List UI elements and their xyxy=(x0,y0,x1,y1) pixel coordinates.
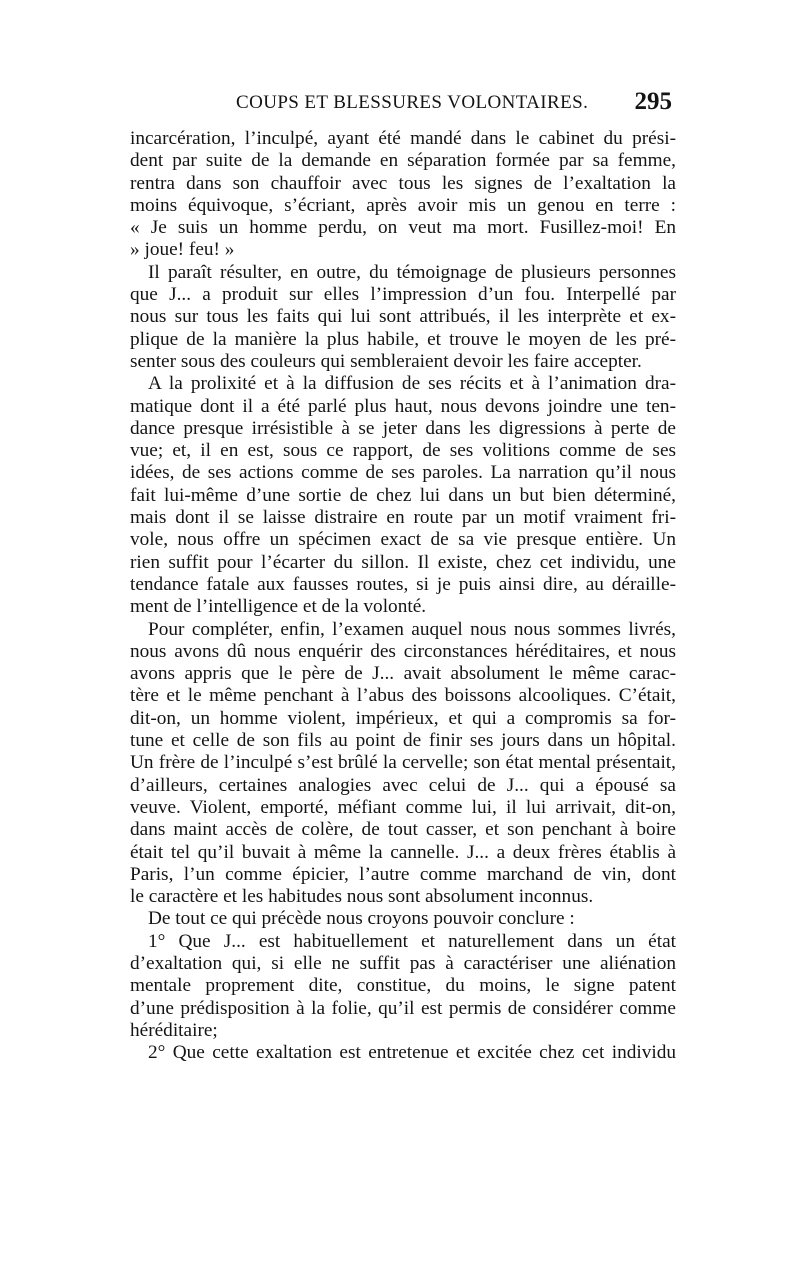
text-line: dans maint accès de colère, de tout casser, et son penchant à boire xyxy=(130,819,676,841)
running-head xyxy=(130,90,676,120)
text-line: que J... a produit sur elles l’impression d’un fou. Interpellé par xyxy=(130,284,676,306)
text-line: De tout ce qui précède nous croyons pouvoir conclure : xyxy=(148,908,575,930)
text-line: vue; et, il en est, sous ce rapport, de ses volitions comme de ses xyxy=(130,440,676,462)
text-line: héréditaire; xyxy=(130,1019,218,1041)
text-line: mentale proprement dite, constitue, du moins, le signe patent xyxy=(130,975,676,997)
text-line: était tel qu’il buvait à même la cannelle. J... a deux frères établis à xyxy=(130,841,676,863)
text-line: moins équivoque, s’écriant, après avoir mis un genou en terre : xyxy=(130,194,676,216)
text-line: idées, de ses actions comme de ses paroles. La narration qu’il nous xyxy=(130,462,676,484)
text-line: dent par suite de la demande en séparation formée par sa femme, xyxy=(130,150,676,172)
text-line: ment de l’intelligence et de la volonté. xyxy=(130,596,427,618)
text-line: le caractère et les habitudes nous sont absolument inconnus. xyxy=(130,886,594,908)
text-line: tune et celle de son fils au point de finir ses jours dans un hôpital. xyxy=(130,730,676,752)
text-line: d’exaltation qui, si elle ne suffit pas à caractériser une aliénation xyxy=(130,952,676,974)
text-line: tère et le même penchant à l’abus des boissons alcooliques. C’était, xyxy=(130,685,676,707)
text-line: nous avons dû nous enquérir des circonstances héréditaires, et nous xyxy=(130,640,676,662)
text-line: senter sous des couleurs qui sembleraient devoir les faire accepter. xyxy=(130,350,642,372)
text-line: Un frère de l’inculpé s’est brûlé la cervelle; son état mental présentait, xyxy=(130,752,676,774)
text-line: incarcération, l’inculpé, ayant été mandé dans le cabinet du prési- xyxy=(130,128,676,149)
text-line: Pour compléter, enfin, l’examen auquel nous nous sommes livrés, xyxy=(148,618,676,640)
text-line: Il paraît résulter, en outre, du témoignage de plusieurs personnes xyxy=(148,261,676,283)
text-line: tendance fatale aux fausses routes, si je puis ainsi dire, au déraille- xyxy=(130,573,676,595)
text-line: matique dont il a été parlé plus haut, nous devons joindre une ten- xyxy=(130,395,676,417)
text-line: dit-on, un homme violent, impérieux, et qui a compromis sa for- xyxy=(130,707,676,729)
text-line: Paris, l’un comme épicier, l’autre comme marchand de vin, dont xyxy=(130,863,676,885)
text-line: mais dont il se laisse distraire en route par un motif vraiment fri- xyxy=(130,507,676,529)
text-line: veuve. Violent, emporté, méfiant comme lui, il lui arrivait, dit-on, xyxy=(130,796,676,818)
text-line: vole, nous offre un spécimen exact de sa vie presque entière. Un xyxy=(130,529,676,551)
text-line: d’une prédisposition à la folie, qu’il est permis de considérer comme xyxy=(130,997,676,1019)
text-line: d’ailleurs, certaines analogies avec celui de J... qui a épousé sa xyxy=(130,774,676,796)
text-line: « Je suis un homme perdu, on veut ma mort. Fusillez-moi! En xyxy=(130,217,676,239)
text-line: rien suffit pour l’écarter du sillon. Il existe, chez cet individu, une xyxy=(130,551,676,573)
text-line: dance presque irrésistible à se jeter dans les digressions à perte de xyxy=(130,417,676,439)
text-line: 1° Que J... est habituellement et naturellement dans un état xyxy=(148,930,676,952)
body-text xyxy=(130,128,676,1064)
text-line: avons appris que le père de J... avait absolument le même carac- xyxy=(130,663,676,685)
text-line: rentra dans son chauffoir avec tous les signes de l’exaltation la xyxy=(130,172,676,194)
text-line: nous sur tous les faits qui lui sont attribués, il les interprète et ex- xyxy=(130,306,676,328)
running-title: COUPS ET BLESSURES VOLONTAIRES. xyxy=(236,92,589,113)
text-line: fait lui-même d’une sortie de chez lui dans un but bien déterminé, xyxy=(130,484,676,506)
text-line: plique de la manière la plus habile, et trouve le moyen de les pré- xyxy=(130,328,676,350)
text-line: A la prolixité et à la diffusion de ses récits et à l’animation dra- xyxy=(148,373,676,395)
page-number: 295 xyxy=(634,88,672,115)
text-line: » joue! feu! » xyxy=(130,239,235,261)
text-line: 2° Que cette exaltation est entretenue et excitée chez cet individu xyxy=(148,1042,676,1064)
